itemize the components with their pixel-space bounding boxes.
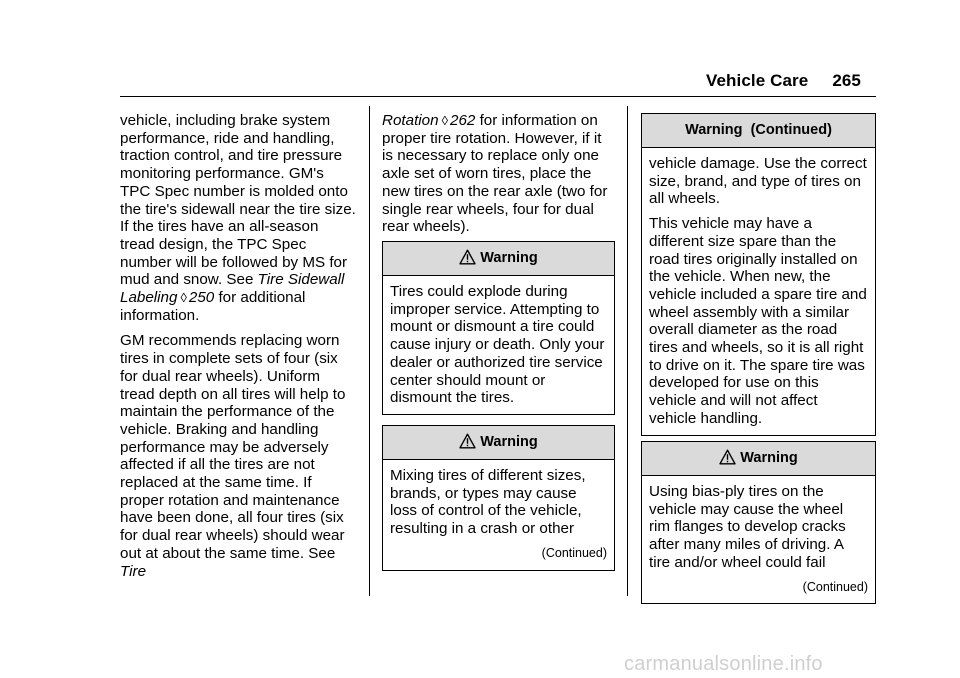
paragraph-text: vehicle, including brake system performance, ride and handling, traction control, and tire pressure monitoring performance. GM's TPC Spec number is molded onto the tire's sidewall near the tire size. If the tires have an all-season tread design, the TPC Spec number will be followed by MS for mud and snow. See [120,112,356,289]
warning-continued-box [641,113,876,436]
warning-text: Mixing tires of different sizes, brands, or types may cause loss of control of the vehicle, resulting in a crash or other [390,467,586,538]
warning-text: This vehicle may have a different size spare than the road tires originally installed on the vehicle. When new, the vehicle included a spare tire and wheel assembly with a similar overall diameter as the road tires and wheels, so it is all right to drive on it. The spare tire was developed for use on this vehicle and will not affect vehicle handling. [649,215,867,427]
paragraph-text: for additional information. [120,289,306,324]
header-rule [120,96,876,97]
cross-reference-page[interactable]: 262 [450,112,476,129]
section-title: Vehicle Care [706,71,809,90]
warning-title: Warning [740,450,798,466]
warning-header [383,242,614,276]
warning-header [383,426,614,460]
paragraph [120,332,356,580]
warning-header: Warning (Continued) [642,114,875,148]
warning-body [642,148,875,435]
warning-text: vehicle damage. Use the correct size, brand, and type of tires on all wheels. [649,155,867,208]
paragraph-text: GM recommends replacing worn tires in complete sets of four (six for dual rear wheels). Uniform tread depth on all tires will help to maintain the performance of the vehicle. Braking and handling performance may be adversely affected if all the tires are not replaced at the same time. If proper rotation and maintenance have been done, all four tires (six for dual rear wheels) should wear out at about the same time. See [120,332,346,562]
warning-title: Warning [480,434,538,450]
page-number: 265 [832,71,861,90]
warning-triangle-icon [459,433,476,449]
warning-body [642,476,875,603]
watermark-logo: carmanualsonline.info [624,653,823,675]
paragraph [382,112,614,236]
page-reference-icon: ◊ [180,290,187,306]
column-divider-2 [627,106,628,596]
paragraph [120,112,356,324]
cross-reference-title[interactable]: Tire [120,562,147,580]
warning-body [383,276,614,414]
warning-triangle-icon [719,449,736,465]
warning-box [382,425,615,571]
warning-body [383,460,614,570]
cross-reference-title[interactable]: Rotation [382,112,439,129]
continued-label: (Continued) [541,545,607,560]
page-header [706,71,861,91]
column-2 [382,112,614,244]
column-1 [120,112,356,588]
warning-triangle-icon [459,249,476,265]
page-reference-icon: ◊ [441,113,449,128]
warning-text: Using bias-ply tires on the vehicle may cause the wheel rim flanges to develop cracks after many miles of driving. A tire and/or wheel could fail [649,483,846,571]
cross-reference-page[interactable]: 250 [188,289,215,307]
warning-header [642,442,875,476]
paragraph-text: for information on proper tire rotation. However, if it is necessary to replace only one axle set of worn tires, place the new tires on the rear axle (two for single rear wheels, four for dual rear wheels). [382,112,608,236]
continued-label: (Continued) [802,579,868,594]
warning-box [641,441,876,604]
warning-box [382,241,615,415]
cross-reference-title[interactable]: Tire Sidewall Labeling [120,271,345,307]
warning-text: Tires could explode during improper service. Attempting to mount or dismount a tire could cause injury or death. Only your dealer or authorized tire service center should mount or dismount the tires. [390,283,605,407]
warning-title: Warning [480,250,538,266]
column-divider-1 [369,106,370,596]
